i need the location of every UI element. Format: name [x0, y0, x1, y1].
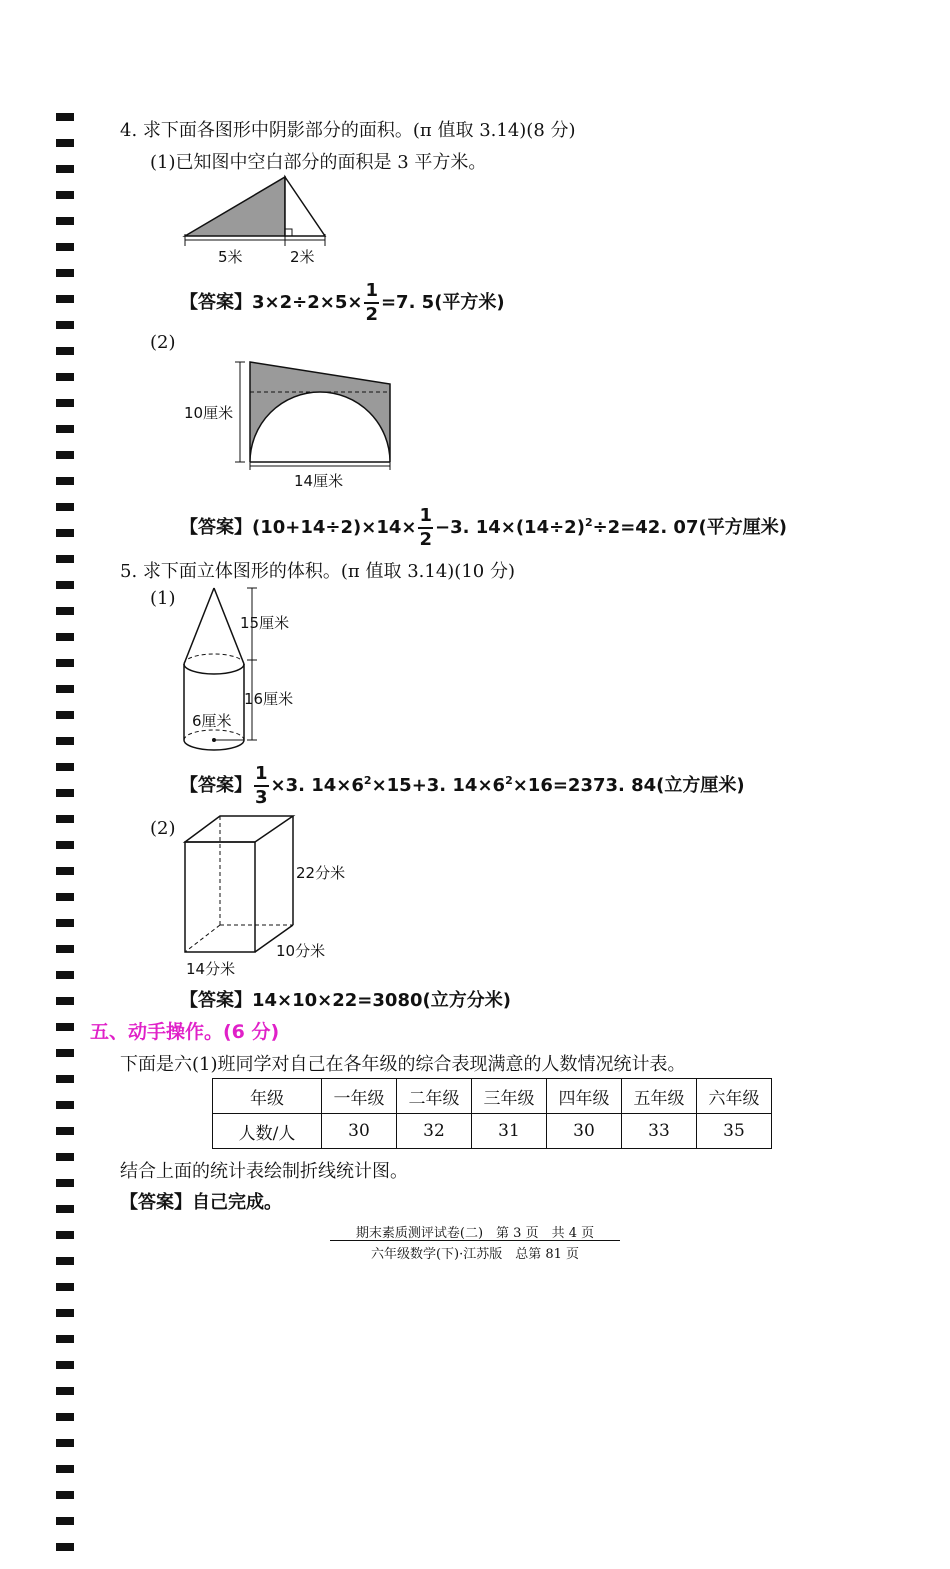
q4-triangle-figure	[178, 172, 338, 272]
q4-p2-answer: 【答案】(10+14÷2)×14× $\frac{1}{2}$ −3. $14\times(14\div 2)^2\div 2=42$. 07(平方厘米)	[180, 505, 787, 550]
table-cell: 30	[547, 1114, 622, 1149]
q4-p1-label: (1)已知图中空白部分的面积是 3 平方米。	[150, 152, 487, 173]
binding-marks	[56, 113, 76, 1569]
q5-p1-label: (1)	[150, 588, 176, 609]
q5-title: 5. 求下面立体图形的体积。(π 值取 3.14)(10 分)	[120, 561, 515, 582]
table-cell: 32	[397, 1114, 472, 1149]
q5-p2-answer: 【答案】14×10×22=3080(立方分米)	[180, 990, 511, 1011]
q4-p2-dim-height: 10厘米	[184, 404, 234, 422]
q5-p2-dim-d: 10分米	[276, 942, 326, 960]
section-intro: 下面是六(1)班同学对自己在各年级的综合表现满意的人数情况统计表。	[120, 1054, 686, 1075]
q5-p1-answer: 【答案】 $\frac{1}{3}$ ×3. $14\times 6^2\times 15+3$. $14\times 6^2\times 16=2373$. 84(立方厘米)	[180, 763, 745, 808]
q4-p2-label: (2)	[150, 332, 176, 353]
q5-cuboid-figure	[180, 812, 360, 980]
fraction: $\frac{1}{2}$	[419, 505, 432, 550]
footer-line1: 期末素质测评试卷(二) 第 3 页 共 4 页	[355, 1226, 595, 1241]
table-cell: 31	[472, 1114, 547, 1149]
q5-p1-dim-cone: 15厘米	[240, 614, 290, 632]
answer-prefix: 【答案】	[180, 292, 252, 313]
q5-p1-dim-radius: 6厘米	[192, 712, 232, 730]
fraction: $\frac{1}{2}$	[365, 280, 378, 325]
section-heading: 五、动手操作。(6 分)	[90, 1021, 280, 1043]
q4-semicircle-figure	[180, 352, 400, 492]
stats-table	[212, 1078, 772, 1149]
table-cell: 一年级	[322, 1079, 397, 1114]
table-cell: 五年级	[622, 1079, 697, 1114]
q4-p2-dim-width: 14厘米	[294, 472, 344, 490]
answer-prefix: 【答案】	[180, 517, 252, 538]
table-cell: 四年级	[547, 1079, 622, 1114]
table-cell: 年级	[213, 1079, 322, 1114]
q4-title: 4. 求下面各图形中阴影部分的面积。(π 值取 3.14)(8 分)	[120, 120, 576, 141]
table-cell: 35	[697, 1114, 772, 1149]
q4-p1-answer: 【答案】3×2÷2×5× $\frac{1}{2}$ =7. 5(平方米)	[180, 280, 505, 325]
footer-divider	[330, 1240, 620, 1241]
table-cell: 30	[322, 1114, 397, 1149]
q4-p1-dim-right: 2米	[290, 248, 315, 266]
q5-p2-dim-w: 14分米	[186, 960, 236, 978]
table-cell: 三年级	[472, 1079, 547, 1114]
footer-line2: 六年级数学(下)·江苏版 总第 81 页	[370, 1247, 580, 1262]
section-instruction: 结合上面的统计表绘制折线统计图。	[120, 1161, 408, 1182]
q4-p1-dim-left: 5米	[218, 248, 243, 266]
table-header-row	[213, 1079, 772, 1114]
fraction: $\frac{1}{3}$	[255, 763, 268, 808]
answer-prefix: 【答案】	[180, 775, 252, 796]
q5-p2-label: (2)	[150, 818, 176, 839]
q5-p2-dim-h: 22分米	[296, 864, 346, 882]
table-cell: 二年级	[397, 1079, 472, 1114]
section-answer: 【答案】自己完成。	[120, 1192, 282, 1213]
answer-prefix: 【答案】	[180, 990, 252, 1011]
table-cell: 六年级	[697, 1079, 772, 1114]
table-row	[213, 1114, 772, 1149]
table-cell: 人数/人	[213, 1114, 322, 1149]
q5-p1-dim-cyl: 16厘米	[244, 690, 294, 708]
q5-cone-cylinder-figure	[178, 580, 338, 760]
table-cell: 33	[622, 1114, 697, 1149]
